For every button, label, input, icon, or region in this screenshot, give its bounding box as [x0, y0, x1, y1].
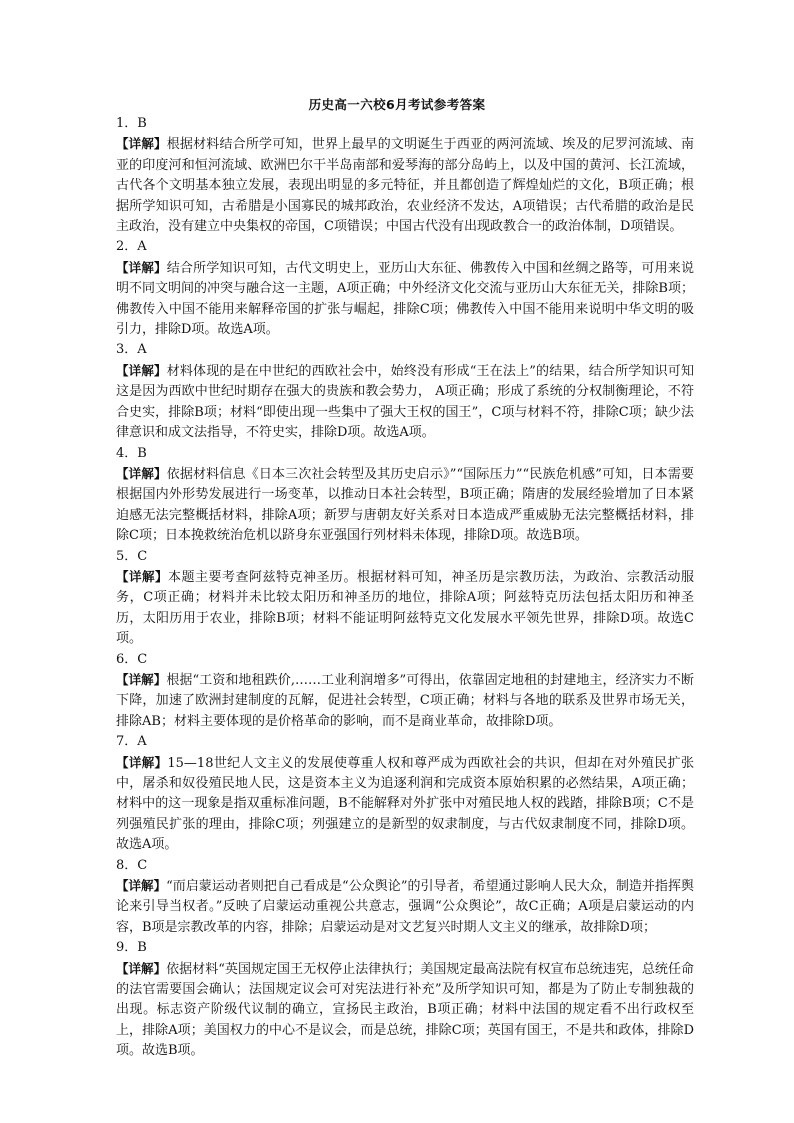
explanation-text: 材料体现的是在中世纪的西欧社会中，始终没有形成“王在法上”的结果，结合所学知识可知这是因为西欧中世纪时期存在强大的贵族和教会势力， A项正确；形成了系统的分权制衡理论，不符合史实，排除B项；材料“即使出现一些集中了强大王权的国王”，C项与材料不符，排除C项；缺少法律意识和成文法指导，不符史实，排除D项。故选A项。 [116, 363, 694, 441]
detail-tag: 【详解】 [116, 878, 167, 894]
detail-tag: 【详解】 [116, 754, 168, 770]
answer-item [116, 856, 694, 939]
explanation-text: 依据材料信息《日本三次社会转型及其历史启示》”“国际压力”“民族危机感”可知，日本需要根据国内外形势发展进行一场变革，以推动日本社会转型，B项正确；隋唐的发展经验增加了日本紧迫感无法完整概括材料，排除A项；新罗与唐朝友好关系对日本造成严重威胁无法完整概括材料，排除C项；日本挽救统治危机以跻身东亚强国行列材料未体现，排除D项。故选B项。 [116, 466, 694, 544]
question-number: 6．C [116, 651, 148, 667]
answer-item [116, 114, 694, 237]
answer-list [116, 114, 694, 1062]
answer-explanation [116, 959, 694, 1062]
question-number: 3．A [116, 342, 147, 358]
answer-explanation [116, 134, 694, 237]
question-number: 7．A [116, 734, 147, 750]
explanation-text: “而启蒙运动者则把自己看成是“公众舆论”的引导者，希望通过影响人民大众，制造并指挥舆论来引导当权者。”反映了启蒙运动重视公共意志，强调“公众舆论”，故C正确；A项是启蒙运动的内容，B项是宗教改革的内容，排除；启蒙运动是对文艺复兴时期人文主义的继承，故排除D项； [116, 879, 694, 935]
answer-explanation [116, 567, 694, 650]
detail-tag: 【详解】 [116, 568, 168, 584]
explanation-text: 15—18世纪人文主义的发展使尊重人权和尊严成为西欧社会的共识，但却在对外殖民扩张中，屠杀和奴役殖民地人民，这是资本主义为追逐利润和完成资本原始积累的必然结果，A项正确；材料中的这一现象是指双重标准问题，B不能解释对外扩张中对殖民地人权的践踏，排除B项；C不是列强殖民扩张的理由，排除C项；列强建立的是新型的奴隶制度，与古代奴隶制度不同，排除D项。故选A项。 [116, 755, 694, 853]
detail-tag: 【详解】 [116, 960, 167, 976]
answer-item [116, 547, 694, 650]
question-number: 4．B [116, 445, 147, 461]
answer-item [116, 650, 694, 733]
question-number: 9．B [116, 940, 147, 956]
answer-item [116, 237, 694, 340]
answer-item [116, 938, 694, 1061]
question-number: 1．B [116, 116, 147, 131]
detail-tag: 【详解】 [116, 671, 167, 687]
detail-tag: 【详解】 [116, 465, 167, 481]
answer-explanation [116, 876, 694, 938]
question-number: 8．C [116, 857, 148, 873]
detail-tag: 【详解】 [116, 259, 167, 275]
page-title: 历史高一六校6月考试参考答案 [308, 97, 486, 112]
answer-item [116, 444, 694, 547]
explanation-text: 根据“工资和地租跌价,……工业利润增多”可得出，依靠固定地租的封建地主，经济实力不断下降，加速了欧洲封建制度的瓦解，促进社会转型，C项正确；材料与各地的联系及世界市场无关，排除AB；材料主要体现的是价格革命的影响，而不是商业革命，故排除D项。 [116, 672, 694, 729]
explanation-text: 依据材料“英国规定国王无权停止法律执行；美国规定最高法院有权宣布总统违宪，总统任命的法官需要国会确认；法国规定议会可对宪法进行补充”及所学知识可知，都是为了防止专制独裁的出现。标志资产阶级代议制的确立，宣扬民主政治，B项正确；材料中法国的规定看不出行政权至上，排除A项；美国权力的中心不是议会，而是总统，排除C项；英国有国王，不是共和政体，排除D项。故选B项。 [116, 961, 694, 1059]
answer-explanation [116, 753, 694, 856]
explanation-text: 根据材料结合所学可知，世界上最早的文明诞生于西亚的两河流域、埃及的尼罗河流域、南亚的印度河和恒河流域、欧洲巴尔干半岛南部和爱琴海的部分岛屿上，以及中国的黄河、长江流域，古代各个文明基本独立发展，表现出明显的多元特征，并且都创造了辉煌灿烂的文化，B项正确；根据所学知识可知，古希腊是小国寡民的城邦政治，农业经济不发达，A项错误；古代希腊的政治是民主政治，没有建立中央集权的帝国，C项错误；中国古代没有出现政教合一的政治体制，D项错误。 [116, 137, 694, 235]
answer-explanation [116, 464, 694, 547]
answer-explanation [116, 258, 694, 341]
detail-tag: 【详解】 [116, 136, 167, 152]
explanation-text: 本题主要考查阿兹特克神圣历。根据材料可知，神圣历是宗教历法，为政治、宗教活动服务，C项正确；材料并未比较太阳历和神圣历的地位，排除A项；阿兹特克历法包括太阳历和神圣历，太阳历用于农业，排除B项；材料不能证明阿兹特克文化发展水平领先世界，排除D项。故选C项。 [116, 569, 694, 647]
answer-explanation [116, 670, 694, 732]
answer-item [116, 732, 694, 855]
question-number: 5．C [116, 548, 148, 564]
explanation-text: 结合所学知识可知，古代文明史上，亚历山大东征、佛教传入中国和丝绸之路等，可用来说明不同文明间的冲突与融合这一主题，A项正确；中外经济文化交流与亚历山大东征无关，排除B项；佛教传入中国不能用来解释帝国的扩张与崛起，排除C项；佛教传入中国不能用来说明中华文明的吸引力，排除D项。故选A项。 [116, 260, 694, 338]
detail-tag: 【详解】 [116, 362, 167, 378]
answer-item [116, 340, 694, 443]
answer-explanation [116, 361, 694, 444]
question-number: 2．A [116, 239, 147, 255]
